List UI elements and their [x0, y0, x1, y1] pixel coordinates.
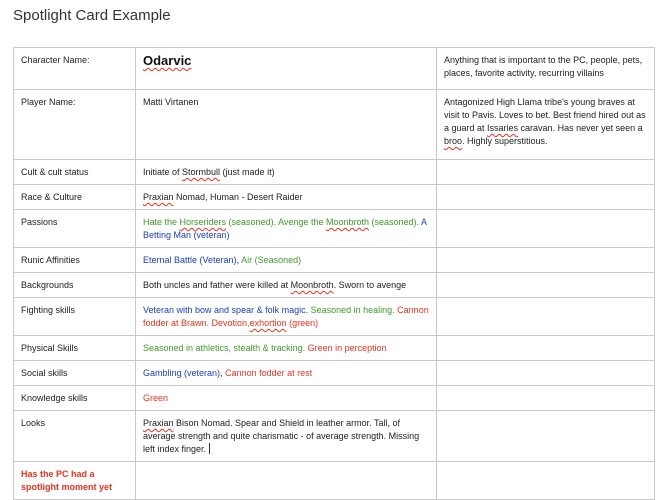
row-label: Race & Culture: [21, 192, 83, 202]
notes-cell[interactable]: [437, 298, 655, 336]
notes-cell[interactable]: [437, 160, 655, 185]
table-row-looks: [14, 411, 655, 462]
fighting-value: Veteran with bow and spear & folk magic. Seasoned in healing. Cannon fodder at Brawn. Devotion,exhortion (green): [143, 305, 429, 328]
notes-cell[interactable]: [437, 48, 655, 90]
spotlight-card-table: [13, 47, 655, 500]
notes-text: Antagonized High Llama tribe's young braves at visit to Pavis. Loves to bet. Best friend hired out as a guard at Issaries caravan. Has never yet seen a broo. Highly superstitious.: [444, 97, 646, 146]
notes-cell[interactable]: [437, 248, 655, 273]
row-label: Backgrounds: [21, 280, 74, 290]
notes-text: Anything that is important to the PC, people, pets, places, favorite activity, recurring villains: [444, 55, 643, 78]
row-label: Has the PC had a spotlight moment yet: [21, 469, 113, 492]
table-row-race: [14, 185, 655, 210]
value-cell[interactable]: [136, 462, 437, 500]
value-cell[interactable]: [136, 48, 437, 90]
notes-cell[interactable]: [437, 90, 655, 160]
row-label: Runic Affinities: [21, 255, 80, 265]
notes-cell[interactable]: [437, 462, 655, 500]
passions-value: Hate the Horseriders (seasoned). Avenge the Moonbroth (seasoned). A Betting Man (veteran): [143, 217, 427, 240]
looks-value: Praxian Bison Nomad. Spear and Shield in leather armor. Tall, of average strength and quite charismatic - of average strength. Missing left index finger.: [143, 418, 420, 454]
row-label: Player Name:: [21, 97, 76, 107]
label-cell: [14, 210, 136, 248]
row-label: Character Name:: [21, 55, 90, 65]
table-row-knowledge: [14, 386, 655, 411]
table-row-fighting: [14, 298, 655, 336]
value-cell[interactable]: [136, 386, 437, 411]
notes-cell[interactable]: [437, 273, 655, 298]
social-value: Gambling (veteran), Cannon fodder at rest: [143, 368, 313, 378]
value-cell[interactable]: [136, 248, 437, 273]
label-cell: [14, 336, 136, 361]
table-row-backgrounds: [14, 273, 655, 298]
table-row-runic: [14, 248, 655, 273]
value-cell[interactable]: [136, 90, 437, 160]
label-cell: [14, 298, 136, 336]
knowledge-value: Green: [143, 393, 169, 403]
page-title: Spotlight Card Example: [13, 7, 171, 24]
label-cell: [14, 462, 136, 500]
row-label: Passions: [21, 217, 58, 227]
row-label: Cult & cult status: [21, 167, 89, 177]
row-label: Social skills: [21, 368, 68, 378]
table-row-passions: [14, 210, 655, 248]
row-label: Fighting skills: [21, 305, 76, 315]
value-cell[interactable]: [136, 411, 437, 462]
notes-cell[interactable]: [437, 210, 655, 248]
row-label: Physical Skills: [21, 343, 79, 353]
race-value: Praxian Nomad, Human - Desert Raider: [143, 192, 303, 202]
label-cell: [14, 386, 136, 411]
label-cell: [14, 160, 136, 185]
value-cell[interactable]: [136, 210, 437, 248]
notes-cell[interactable]: [437, 386, 655, 411]
label-cell: [14, 185, 136, 210]
label-cell: [14, 361, 136, 386]
table-row-character-name: [14, 48, 655, 90]
notes-cell[interactable]: [437, 411, 655, 462]
notes-cell[interactable]: [437, 361, 655, 386]
value-cell[interactable]: [136, 273, 437, 298]
value-cell[interactable]: [136, 298, 437, 336]
table-row-social: [14, 361, 655, 386]
table-row-spotlight: [14, 462, 655, 500]
label-cell: [14, 90, 136, 160]
text-cursor: [209, 443, 210, 454]
table-row-cult: [14, 160, 655, 185]
runic-value: Eternal Battle (Veteran), Air (Seasoned): [143, 255, 302, 265]
row-label: Knowledge skills: [21, 393, 88, 403]
cult-value: Initiate of Stormbull (just made it): [143, 167, 275, 177]
value-cell[interactable]: [136, 361, 437, 386]
table-row-player-name: [14, 90, 655, 160]
label-cell: [14, 48, 136, 90]
label-cell: [14, 273, 136, 298]
label-cell: [14, 411, 136, 462]
value-cell[interactable]: [136, 160, 437, 185]
backgrounds-value: Both uncles and father were killed at Moonbroth. Sworn to avenge: [143, 280, 407, 290]
physical-value: Seasoned in athletics, stealth & tracking. Green in perception: [143, 343, 387, 353]
notes-cell[interactable]: [437, 336, 655, 361]
value-cell[interactable]: [136, 336, 437, 361]
row-label: Looks: [21, 418, 46, 428]
value-cell[interactable]: [136, 185, 437, 210]
table-row-physical: [14, 336, 655, 361]
player-name-value: Matti Virtanen: [143, 97, 199, 107]
label-cell: [14, 248, 136, 273]
character-name-value: Odarvic: [143, 53, 192, 68]
notes-cell[interactable]: [437, 185, 655, 210]
